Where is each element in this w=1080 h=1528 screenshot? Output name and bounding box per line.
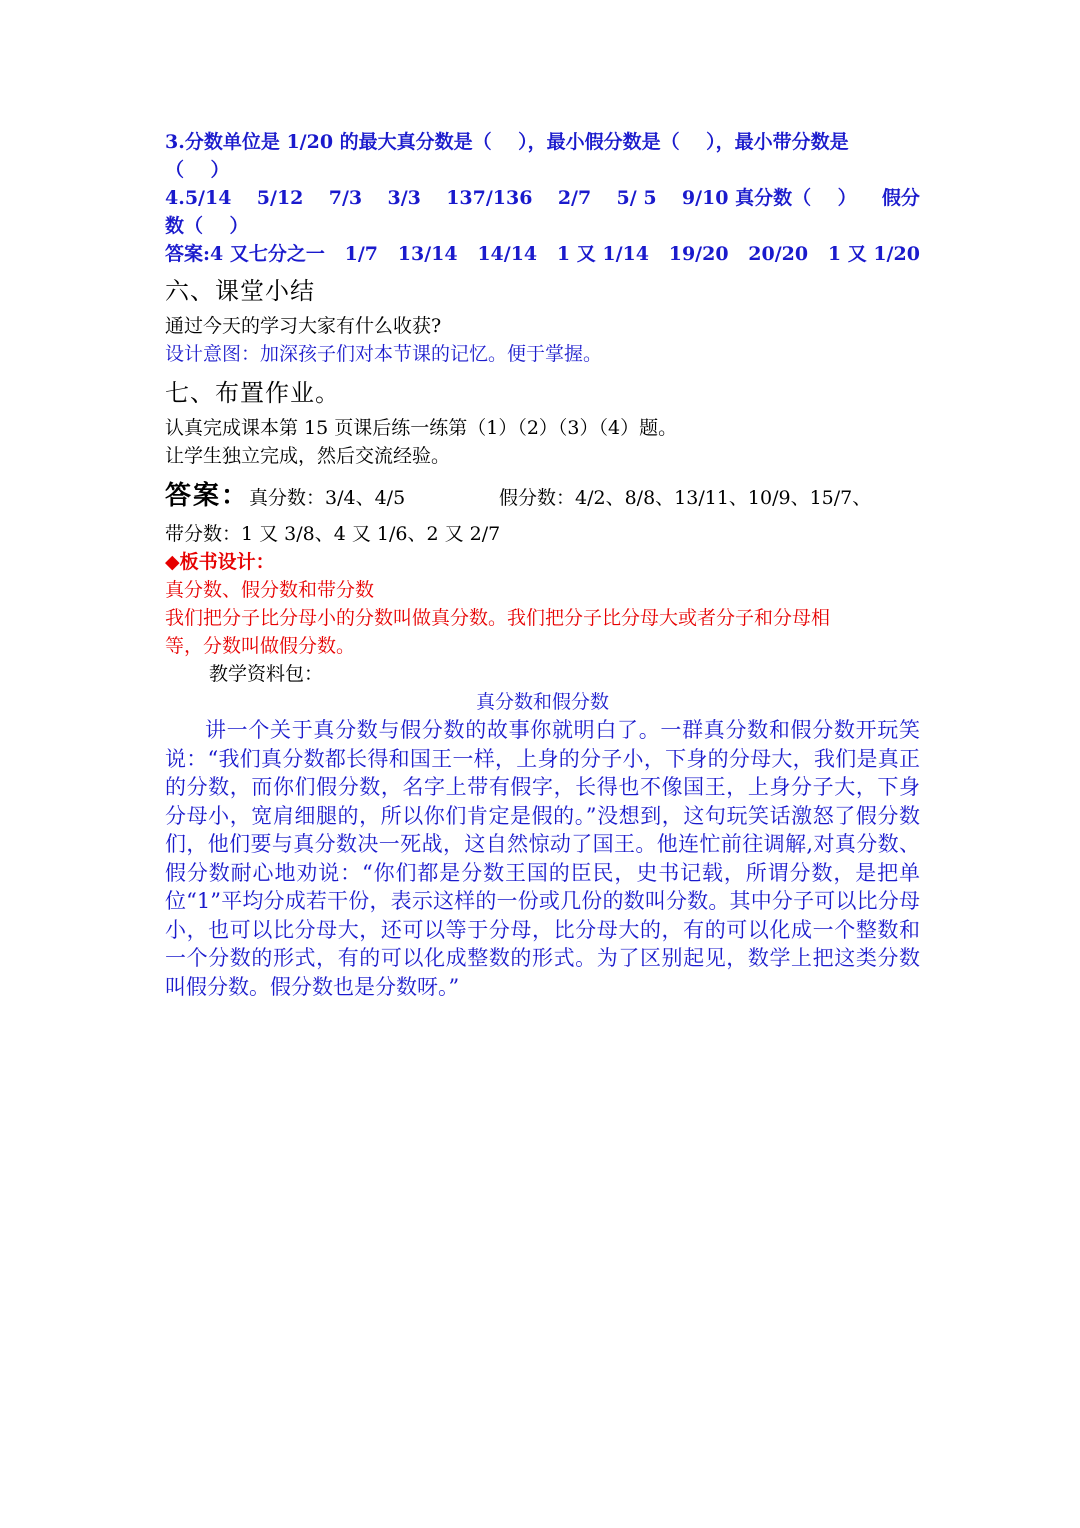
homework-answer-label: 答案： [165, 481, 250, 511]
section6-design-intent: 设计意图：加深孩子们对本节课的记忆。便于掌握。 [165, 343, 603, 365]
answer-item: 20/20 [748, 243, 809, 265]
q4-item: 5/12 [256, 187, 304, 209]
homework-answer-improper: 假分数：4/2、8/8、13/11、10/9、15/7、 [499, 487, 872, 509]
q4-item: 7/3 [328, 187, 363, 209]
q4-item: 3/3 [387, 187, 421, 209]
story-text: 讲一个关于真分数与假分数的故事你就明白了。一群真分数和假分数开玩笑说：“我们真分数都长得和国王一样，上身的分子小，下身的分母大，我们是真正的分数，而你们假分数，名字上带有假字，长得也不像国王，上身分子大，下身分母小，宽肩细腿的，所以你们肯定是假的。”没想到，这句玩笑话激怒了假分数们，他们要与真分数决一死战，这自然惊动了国王。他连忙前往调解,对真分数、假分数耐心地劝说：“你们都是分数王国的臣民，史书记载，所谓分数，是把单位“1”平均分成若干份，表示这样的一份或几份的数叫分数。其中分子可以比分母小，也可以比分母大，还可以等于分母，比分母大的，有的可以化成一个整数和一个分数的形式，有的可以化成整数的形式。为了区别起见，数学上把这类分数叫假分数。假分数也是分数呀。” [165, 718, 920, 999]
exercise-q4-line2: 数（ ） [165, 215, 249, 237]
exercise-q3-line2: （ ） [165, 159, 230, 181]
q4-item: 4.5/14 [165, 187, 232, 209]
answer-item: 14/14 [477, 243, 538, 265]
q4-item: 假分 [881, 187, 920, 209]
homework-answer-proper: 真分数：3/4、4/5 [249, 487, 406, 509]
q4-item: 9/10 真分数（ ） [681, 187, 857, 209]
homework-answer-mixed: 带分数：1 又 3/8、4 又 1/6、2 又 2/7 [165, 523, 501, 545]
section7-instruction: 让学生独立完成，然后交流经验。 [165, 445, 451, 467]
section6-question: 通过今天的学习大家有什么收获? [165, 315, 442, 337]
q4-item: 5/ 5 [616, 187, 657, 209]
board-title: 真分数、假分数和带分数 [165, 579, 375, 601]
homework-answer-row [165, 476, 920, 518]
exercise-q4-line1 [165, 184, 920, 212]
answer-item: 1 又 1/20 [827, 243, 920, 265]
answer-item: 1/7 [344, 243, 378, 265]
answer-item: 19/20 [668, 243, 729, 265]
resource-label: 教学资料包： [209, 663, 324, 685]
answer-item: 答案:4 又七分之一 [165, 243, 325, 265]
section7-heading: 七、布置作业。 [165, 379, 340, 407]
board-label: ◆板书设计： [165, 551, 275, 573]
board-definition-line2: 等，分数叫做假分数。 [165, 635, 356, 657]
board-definition-line1: 我们把分子比分母小的分数叫做真分数。我们把分子比分母大或者分子和分母相 [165, 607, 831, 629]
exercise-q3-line1: 3.分数单位是 1/20 的最大真分数是（ ），最小假分数是（ ），最小带分数是 [165, 131, 849, 153]
document-page [165, 128, 920, 1001]
q4-item: 2/7 [557, 187, 592, 209]
section7-task: 认真完成课本第 15 页课后练一练第（1）（2）（3）（4）题。 [165, 417, 678, 439]
exercise-answer-line [165, 240, 920, 268]
section6-heading: 六、课堂小结 [165, 277, 315, 305]
story-title: 真分数和假分数 [475, 691, 609, 713]
answer-item: 13/14 [397, 243, 458, 265]
q4-item: 137/136 [446, 187, 533, 209]
answer-item: 1 又 1/14 [556, 243, 649, 265]
